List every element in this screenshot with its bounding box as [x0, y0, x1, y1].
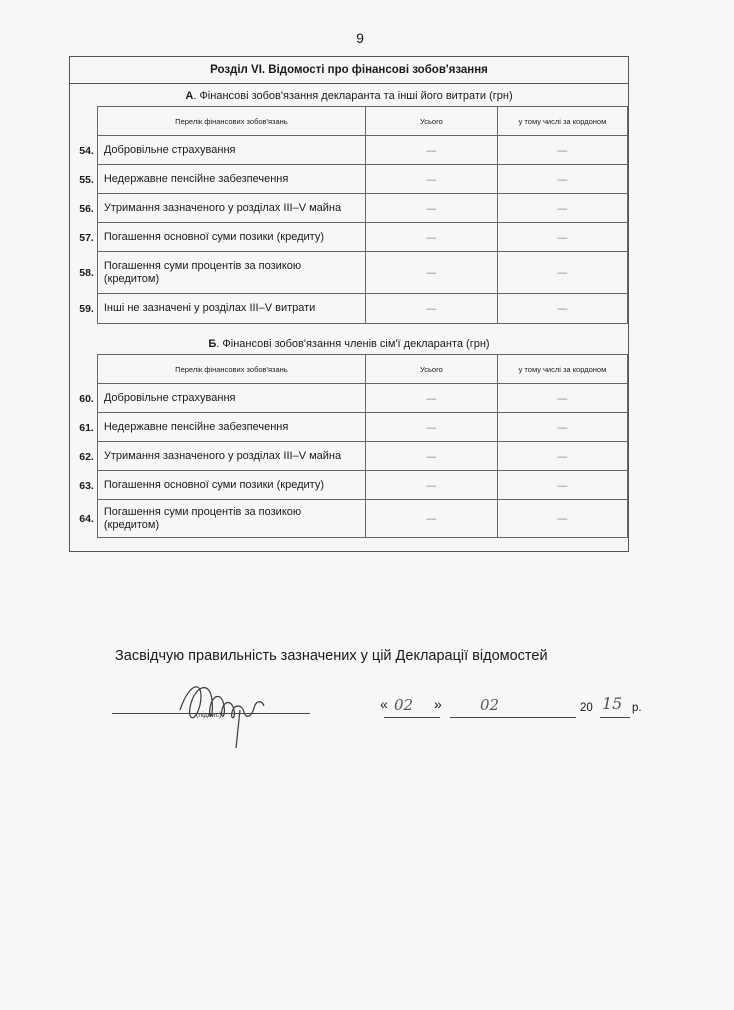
table-row — [97, 252, 627, 294]
date-month: 02 — [480, 696, 500, 714]
signature-icon — [170, 670, 280, 750]
date-row — [380, 694, 670, 724]
year-suffix: 15 — [602, 694, 623, 713]
table-row — [97, 136, 627, 165]
date-quote-open: « — [380, 696, 388, 712]
row-number: 63. — [79, 479, 94, 492]
table-row — [97, 442, 627, 471]
obligation-label: Утримання зазначеного у розділах III–V майна — [97, 194, 365, 223]
total-value: — — [425, 172, 437, 186]
part-b-letter: Б — [208, 338, 217, 350]
year-line — [600, 717, 630, 718]
part-b-title-text: . Фінансові зобов'язання членів сім'ї декларанта (грн) — [216, 338, 490, 350]
obligation-label: Недержавне пенсійне забезпечення — [97, 165, 365, 194]
year-unit: р. — [632, 702, 642, 714]
header-obligations: Перелік фінансових зобов'язань — [97, 355, 365, 384]
total-value: — — [425, 449, 437, 463]
total-value: — — [425, 230, 437, 244]
abroad-value: — — [556, 420, 568, 434]
row-number: 60. — [79, 392, 94, 405]
header-total: Усього — [366, 107, 498, 136]
part-a-table — [97, 106, 628, 324]
total-value: — — [425, 512, 437, 525]
abroad-value: — — [556, 391, 568, 405]
header-total: Усього — [366, 355, 498, 384]
part-a-title-text: . Фінансові зобов'язання декларанта та інші його витрати (грн) — [193, 90, 513, 102]
month-line — [450, 717, 576, 718]
total-value: — — [425, 201, 437, 215]
obligation-label: Утримання зазначеного у розділах III–V майна — [97, 442, 365, 471]
obligation-label: Добровільне страхування — [97, 136, 365, 165]
financial-obligations-section — [69, 56, 629, 552]
day-line — [384, 717, 440, 718]
abroad-value: — — [556, 449, 568, 463]
part-a-title — [70, 84, 628, 106]
part-b-table — [97, 354, 628, 538]
abroad-value: — — [556, 230, 568, 244]
part-a-row-numbers — [70, 106, 97, 324]
obligation-label: Погашення суми процентів за позикою (кредитом) — [97, 500, 365, 538]
part-b-title — [70, 332, 628, 354]
part-a-letter: А — [185, 90, 194, 102]
total-value: — — [425, 266, 437, 279]
row-number: 55. — [79, 173, 94, 186]
abroad-value: — — [556, 201, 568, 215]
obligation-label: Недержавне пенсійне забезпечення — [97, 413, 365, 442]
abroad-value: — — [556, 478, 568, 492]
total-value: — — [425, 420, 437, 434]
table-row — [97, 294, 627, 324]
row-number: 62. — [79, 450, 94, 463]
row-number: 56. — [79, 202, 94, 215]
total-value: — — [425, 143, 437, 157]
part-a-table-wrap — [70, 106, 628, 324]
header-abroad: у тому числі за кордоном — [497, 355, 627, 384]
header-abroad: у тому числі за кордоном — [497, 107, 627, 136]
part-b-table-wrap — [70, 354, 628, 538]
date-day: 02 — [394, 696, 414, 714]
abroad-value: — — [556, 266, 568, 279]
table-row — [97, 471, 627, 500]
table-row — [97, 223, 627, 252]
abroad-value: — — [556, 302, 568, 315]
header-obligations: Перелік фінансових зобов'язань — [97, 107, 365, 136]
obligation-label: Погашення суми процентів за позикою (кредитом) — [97, 252, 365, 294]
total-value: — — [425, 302, 437, 315]
obligation-label: Погашення основної суми позики (кредиту) — [97, 471, 365, 500]
table-row — [97, 384, 627, 413]
year-prefix: 20 — [580, 702, 593, 714]
row-number: 59. — [79, 303, 94, 315]
obligation-label: Погашення основної суми позики (кредиту) — [97, 223, 365, 252]
certification-text: Засвідчую правильність зазначених у цій Декларації відомостей — [115, 648, 548, 664]
obligation-label: Інші не зазначені у розділах III–V витрати — [97, 294, 365, 324]
table-row — [97, 413, 627, 442]
total-value: — — [425, 391, 437, 405]
table-row — [97, 165, 627, 194]
section-title: Розділ VI. Відомості про фінансові зобов'язання — [70, 57, 628, 84]
row-number: 54. — [79, 144, 94, 157]
obligation-label: Добровільне страхування — [97, 384, 365, 413]
abroad-value: — — [556, 172, 568, 186]
date-quote-close: » — [434, 696, 442, 712]
abroad-value: — — [556, 512, 568, 525]
part-b-row-numbers — [70, 354, 97, 538]
total-value: — — [425, 478, 437, 492]
signature-caption: (підпис) — [196, 712, 222, 719]
row-number: 58. — [79, 267, 94, 279]
abroad-value: — — [556, 143, 568, 157]
table-row — [97, 194, 627, 223]
row-number: 57. — [79, 231, 94, 244]
page-number: 9 — [356, 30, 364, 46]
row-number: 64. — [79, 513, 94, 525]
row-number: 61. — [79, 421, 94, 434]
table-row — [97, 500, 627, 538]
